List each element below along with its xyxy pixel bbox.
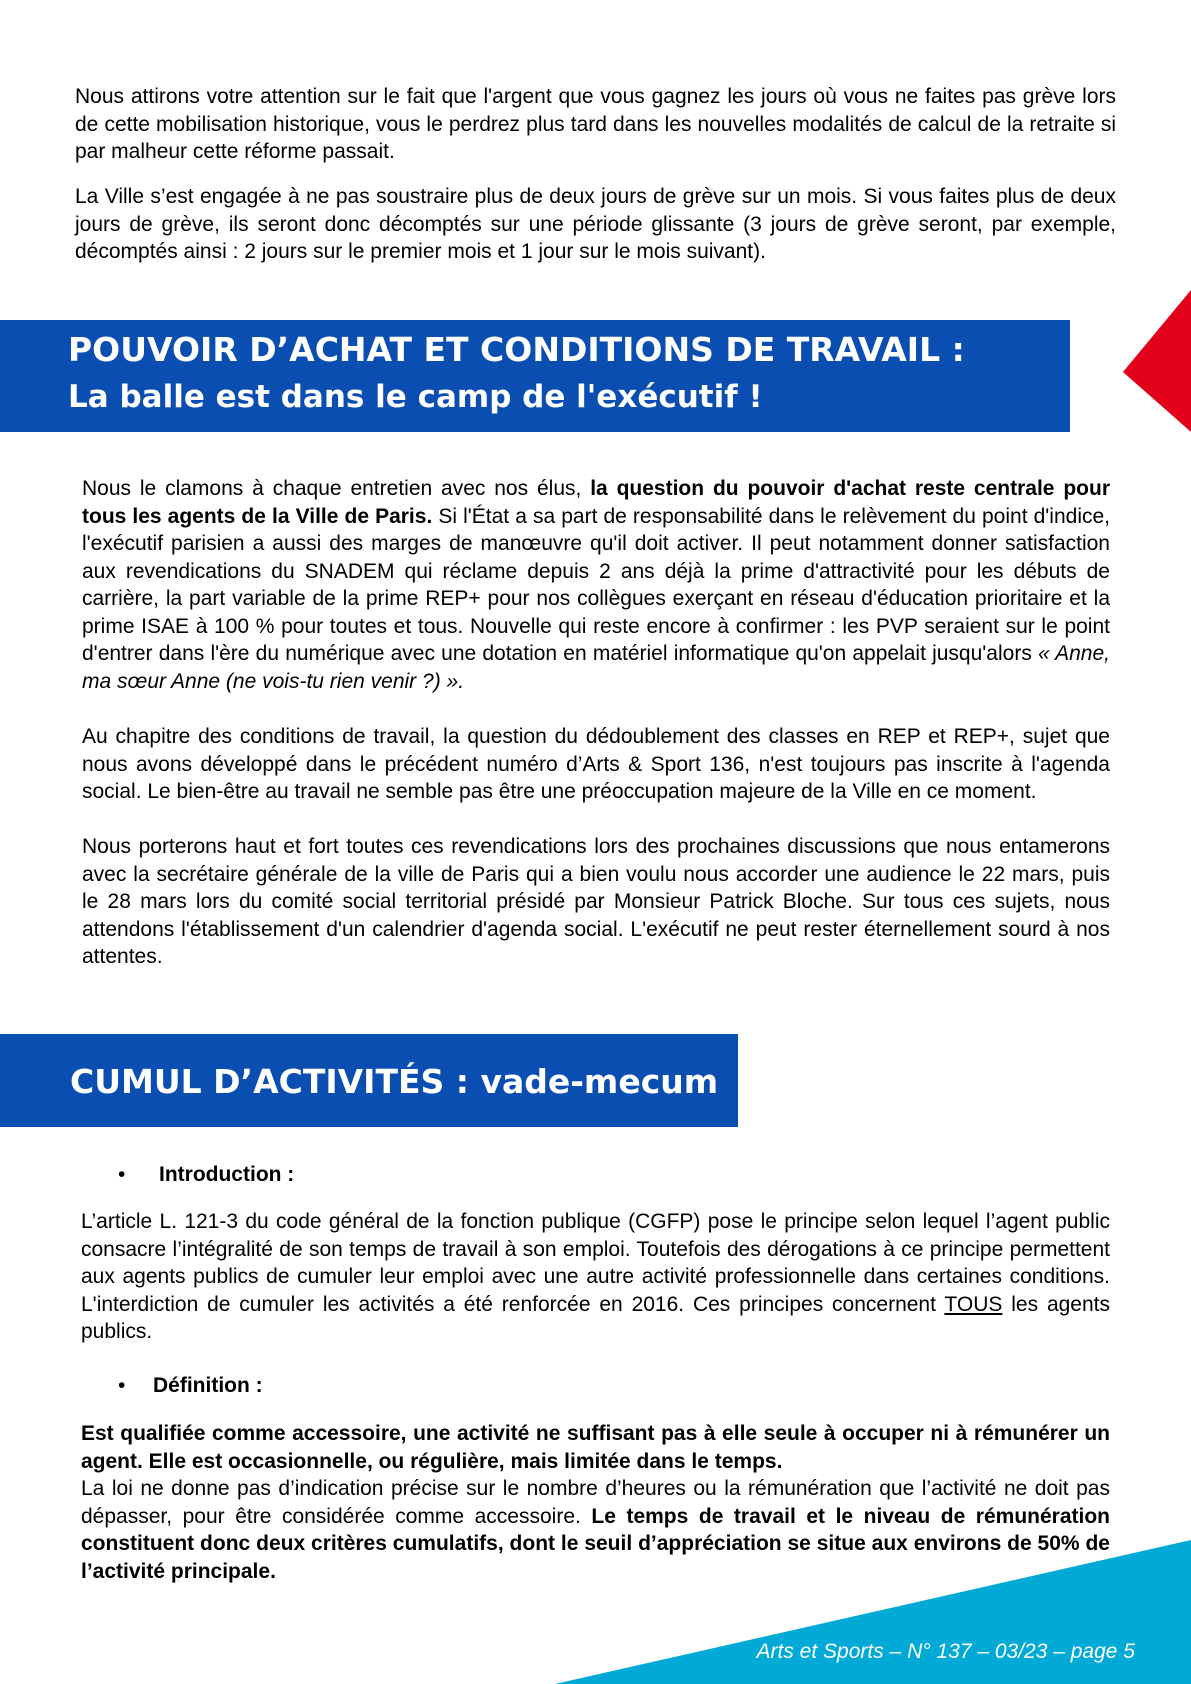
body-text: Si l'État a sa part de responsabilité dans le relèvement du point d'indice, l'exécutif parisien a aussi des marges de manœuvre qu'il doit activer. Il peut notamment donner satisfaction aux revendications du SNADEM qui réclame depuis 2 ans déjà la prime d'attractivité pour les débuts de carrière, la part variable de la prime REP+ pour nos collègues exerçant en réseau d'éducation prioritaire et la prime ISAE à 100 % pour toutes et tous. Nouvelle qui reste encore à confirmer : les PVP seraient sur le point d'entrer dans l'ère du numérique avec une dotation en matériel informatique qu'on appelait jusqu'alors (82, 504, 1110, 665)
section-title: POUVOIR D’ACHAT ET CONDITIONS DE TRAVAIL : (68, 330, 965, 369)
bullet-definition (118, 1374, 518, 1402)
bullet-dot: • (118, 1163, 126, 1186)
section-subtitle: La balle est dans le camp de l'exécutif ! (68, 379, 763, 415)
bullet-label: Introduction : (159, 1163, 295, 1186)
bullet-label: Définition : (153, 1374, 263, 1397)
section-banner-pouvoir-achat (0, 320, 1070, 432)
italic-quote: « Anne, ma sœur Anne (ne vois-tu rien venir ?) ». (82, 642, 1110, 693)
bold-highlight: la question du pouvoir d'achat reste centrale pour tous les agents de la Ville de Paris. (82, 477, 1110, 528)
bullet-dot: • (118, 1374, 126, 1397)
section-banner-cumul-activites (0, 1034, 738, 1127)
body-text: L’article L. 121-3 du code général de la fonction publique (CGFP) pose le principe selon lequel l’agent public consacre l’intégralité de son temps de travail à son emploi. Toutefois des dérogations à ce principe permettent aux agents publics de cumuler leur emploi avec une autre activité professionnelle dans certaines conditions. L'interdiction de cumuler les activités a été renforcée en 2016. Ces principes concernent (81, 1210, 1110, 1316)
bold-definition: Est qualifiée comme accessoire, une activité ne suffisant pas à elle seule à occuper ni à rémunérer un agent. Elle est occasionnelle, ou régulière, mais limitée dans le temps. (81, 1422, 1110, 1473)
intro-paragraph-1: Nous attirons votre attention sur le fait que l'argent que vous gagnez les jours où vous ne faites pas grève lors de cette mobilisation historique, vous le perdrez plus tard dans les nouvelles modalités de calcul de la retraite si par malheur cette réforme passait. (75, 85, 1116, 163)
pouvoir-achat-paragraph-2: Au chapitre des conditions de travail, la question du dédoublement des classes en REP et REP+, sujet que nous avons développé dans le précédent numéro d’Arts & Sport 136, n'est toujours pas inscrite à l'agenda social. Le bien-être au travail ne semble pas être une préoccupation majeure de la Ville en ce moment. (82, 725, 1110, 803)
body-text: La loi ne donne pas d’indication précise sur le nombre d’heures ou la rémunération que l’activité ne doit pas dépasser, pour être considérée comme accessoire. (81, 1477, 1110, 1528)
intro-paragraph-2: La Ville s’est engagée à ne pas soustraire plus de deux jours de grève sur un mois. Si vous faites plus de deux jours de grève, ils seront donc décomptés sur une période glissante (3 jours de grève seront, par exemple, décomptés ainsi : 2 jours sur le premier mois et 1 jour sur le mois suivant). (75, 185, 1116, 263)
underlined-text: TOUS (944, 1292, 1003, 1316)
definition-paragraph (81, 1420, 1110, 1585)
red-triangle-decoration (1123, 290, 1191, 432)
body-text: les agents publics. (81, 1292, 1110, 1343)
bold-criteria: Le temps de travail et le niveau de rémunération constituent donc deux critères cumulatifs, dont le seuil d’appréciation se situe aux environs de 50% de l’activité principale. (81, 1504, 1110, 1583)
bullet-introduction (118, 1163, 518, 1191)
page-footer: Arts et Sports – N° 137 – 03/23 – page 5 (756, 1640, 1135, 1663)
section-title: CUMUL D’ACTIVITÉS : vade-mecum (70, 1062, 719, 1101)
pouvoir-achat-paragraph-1 (82, 475, 1110, 695)
introduction-paragraph (81, 1208, 1110, 1346)
pouvoir-achat-paragraph-3: Nous porterons haut et fort toutes ces revendications lors des prochaines discussions que nous entamerons avec la secrétaire générale de la ville de Paris qui a bien voulu nous accorder une audience le 22 mars, puis le 28 mars lors du comité social territorial présidé par Monsieur Patrick Bloche. Sur tous ces sujets, nous attendons l'établissement d'un calendrier d'agenda social. L'exécutif ne peut rester éternellement sourd à nos attentes. (82, 835, 1110, 968)
lead-text: Nous le clamons à chaque entretien avec nos élus, (82, 477, 582, 500)
